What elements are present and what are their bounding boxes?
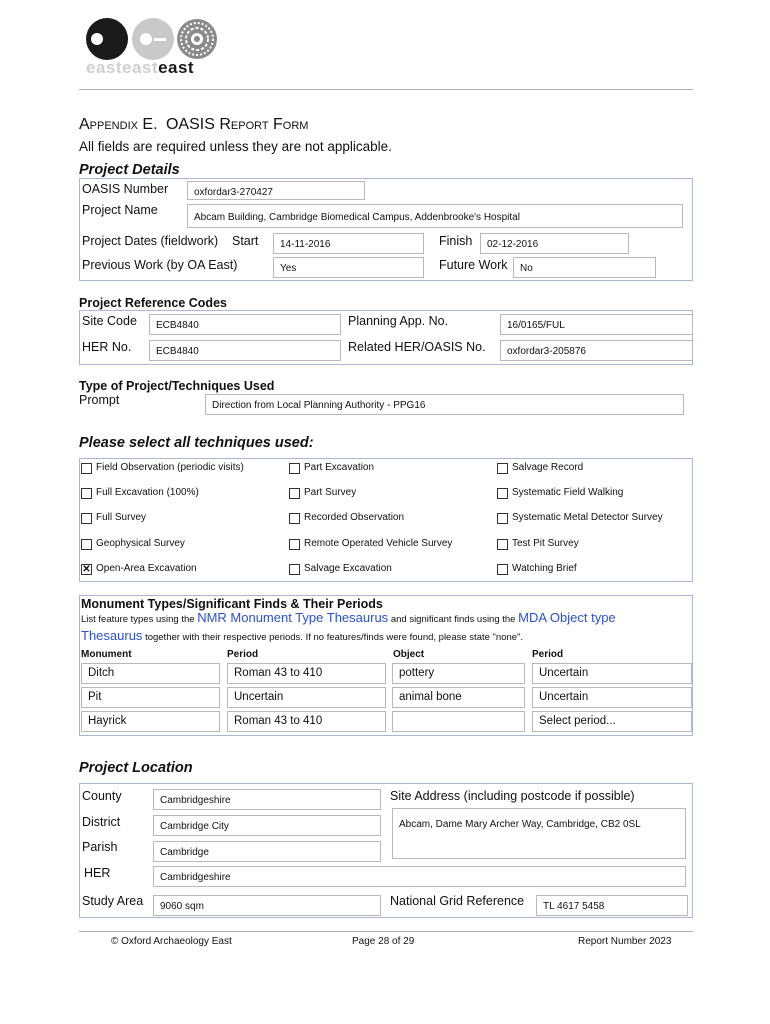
technique-label: Remote Operated Vehicle Survey	[304, 538, 453, 549]
monument-field[interactable]: Ditch	[81, 663, 220, 684]
technique-label: Systematic Metal Detector Survey	[512, 512, 663, 523]
logo-text-dark: east	[158, 58, 195, 77]
technique-checkbox[interactable]	[497, 564, 508, 575]
technique-checkbox[interactable]	[289, 513, 300, 524]
prompt-label: Prompt	[79, 393, 120, 407]
start-label: Start	[232, 234, 259, 248]
period-field[interactable]: Uncertain	[227, 687, 386, 708]
header-rule	[79, 89, 693, 90]
technique-label: Part Excavation	[304, 462, 375, 473]
district-label: District	[82, 815, 121, 829]
monument-field[interactable]: Hayrick	[81, 711, 220, 732]
ngr-label: National Grid Reference	[390, 894, 525, 908]
technique-checkbox[interactable]	[289, 463, 300, 474]
footer-left: © Oxford Archaeology East	[111, 936, 232, 947]
oasis-number-label: OASIS Number	[82, 182, 169, 196]
planning-app-field[interactable]: 16/0165/FUL	[500, 314, 693, 335]
intro-text-2: and significant finds using the	[390, 614, 516, 625]
mda-thesaurus-link-a[interactable]: MDA Object type	[518, 610, 616, 625]
technique-label: Systematic Field Walking	[512, 487, 624, 498]
monuments-intro	[81, 610, 681, 646]
footer-right: Report Number 2023	[578, 936, 672, 947]
col-period: Period	[227, 649, 259, 660]
monument-field[interactable]: Pit	[81, 687, 220, 708]
project-name-label: Project Name	[82, 203, 158, 217]
related-her-field[interactable]: oxfordar3-205876	[500, 340, 693, 361]
future-work-label: Future Work	[439, 258, 508, 272]
previous-work-label: Previous Work (by OA East)	[82, 258, 238, 272]
technique-checkbox[interactable]	[81, 539, 92, 550]
col-object: Object	[393, 649, 425, 660]
technique-checkbox[interactable]	[289, 539, 300, 550]
technique-checkbox[interactable]	[81, 513, 92, 524]
technique-label: Salvage Record	[512, 462, 584, 473]
site-code-field[interactable]: ECB4840	[149, 314, 341, 335]
period-field[interactable]: Roman 43 to 410	[227, 711, 386, 732]
technique-label: Part Survey	[304, 487, 357, 498]
technique-checkbox[interactable]	[497, 488, 508, 499]
project-location-heading: Project Location	[79, 760, 193, 776]
mda-thesaurus-link-b[interactable]: Thesaurus	[81, 628, 143, 643]
technique-checkbox[interactable]	[289, 564, 300, 575]
technique-checkbox[interactable]	[497, 463, 508, 474]
oasis-number-field[interactable]: oxfordar3-270427	[187, 181, 365, 200]
project-details-heading: Project Details	[79, 162, 180, 178]
period-field[interactable]: Roman 43 to 410	[227, 663, 386, 684]
technique-label: Geophysical Survey	[96, 538, 185, 549]
technique-checkbox[interactable]	[289, 488, 300, 499]
district-field[interactable]: Cambridge City	[153, 815, 381, 836]
object-period-field[interactable]: Select period...	[532, 711, 692, 732]
technique-label: Full Excavation (100%)	[96, 487, 199, 498]
technique-label: Test Pit Survey	[512, 538, 579, 549]
monuments-heading: Monument Types/Significant Finds & Their Periods	[81, 597, 383, 611]
technique-checkbox[interactable]	[81, 463, 92, 474]
intro-text-3: together with their respective periods. If no features/finds were found, please state "none".	[145, 632, 524, 643]
site-address-label: Site Address (including postcode if possible)	[390, 789, 635, 803]
project-name-field[interactable]: Abcam Building, Cambridge Biomedical Campus, Addenbrooke's Hospital	[187, 204, 683, 228]
finish-label: Finish	[439, 234, 473, 248]
county-field[interactable]: Cambridgeshire	[153, 789, 381, 810]
technique-checkbox[interactable]	[497, 539, 508, 550]
technique-checkbox[interactable]: ✕	[82, 564, 91, 575]
study-area-label: Study Area	[82, 894, 144, 908]
form-title: OASIS Report Form	[165, 116, 309, 133]
start-date-field[interactable]: 14-11-2016	[273, 233, 424, 254]
logo	[86, 18, 226, 78]
project-type-heading: Type of Project/Techniques Used	[79, 379, 275, 393]
page-title	[79, 116, 308, 134]
project-dates-label: Project Dates (fieldwork)	[82, 234, 219, 248]
future-work-field[interactable]: No	[513, 257, 656, 278]
related-her-label: Related HER/OASIS No.	[348, 340, 486, 354]
her-label: HER	[84, 866, 111, 880]
footer-center: Page 28 of 29	[352, 936, 415, 947]
technique-label: Salvage Excavation	[304, 563, 392, 574]
page-subtitle: All fields are required unless they are not applicable.	[79, 139, 392, 154]
intro-text-1: List feature types using the	[81, 614, 195, 625]
technique-label: Full Survey	[96, 512, 147, 523]
planning-app-label: Planning App. No.	[348, 314, 449, 328]
nmr-thesaurus-link[interactable]: NMR Monument Type Thesaurus	[197, 610, 389, 625]
object-period-field[interactable]: Uncertain	[532, 687, 692, 708]
county-label: County	[82, 789, 122, 803]
site-code-label: Site Code	[82, 314, 137, 328]
technique-checkbox[interactable]	[497, 513, 508, 524]
ngr-field[interactable]: TL 4617 5458	[536, 895, 688, 916]
object-field[interactable]: pottery	[392, 663, 525, 684]
technique-label: Recorded Observation	[304, 512, 405, 523]
col-period-2: Period	[532, 649, 564, 660]
logo-mark	[86, 18, 226, 60]
parish-field[interactable]: Cambridge	[153, 841, 381, 862]
prompt-field[interactable]: Direction from Local Planning Authority - PPG16	[205, 394, 684, 415]
her-field[interactable]: Cambridgeshire	[153, 866, 686, 887]
object-period-field[interactable]: Uncertain	[532, 663, 692, 684]
technique-label: Open-Area Excavation	[96, 563, 197, 574]
object-field[interactable]	[392, 711, 525, 732]
finish-date-field[interactable]: 02-12-2016	[480, 233, 629, 254]
technique-label: Watching Brief	[512, 563, 577, 574]
her-no-field[interactable]: ECB4840	[149, 340, 341, 361]
col-monument: Monument	[81, 649, 132, 660]
reference-codes-heading: Project Reference Codes	[79, 296, 227, 310]
logo-text-light: easteast	[86, 58, 159, 77]
technique-label: Field Observation (periodic visits)	[96, 462, 244, 473]
object-field[interactable]: animal bone	[392, 687, 525, 708]
previous-work-field[interactable]: Yes	[273, 257, 424, 278]
site-address-field[interactable]: Abcam, Dame Mary Archer Way, Cambridge, CB2 0SL	[392, 808, 686, 859]
footer-rule	[79, 931, 693, 932]
study-area-field[interactable]: 9060 sqm	[153, 895, 381, 916]
parish-label: Parish	[82, 840, 118, 854]
technique-checkbox[interactable]	[81, 488, 92, 499]
techniques-heading: Please select all techniques used:	[79, 435, 314, 451]
appendix-label: Appendix E.	[79, 116, 158, 133]
her-no-label: HER No.	[82, 340, 132, 354]
